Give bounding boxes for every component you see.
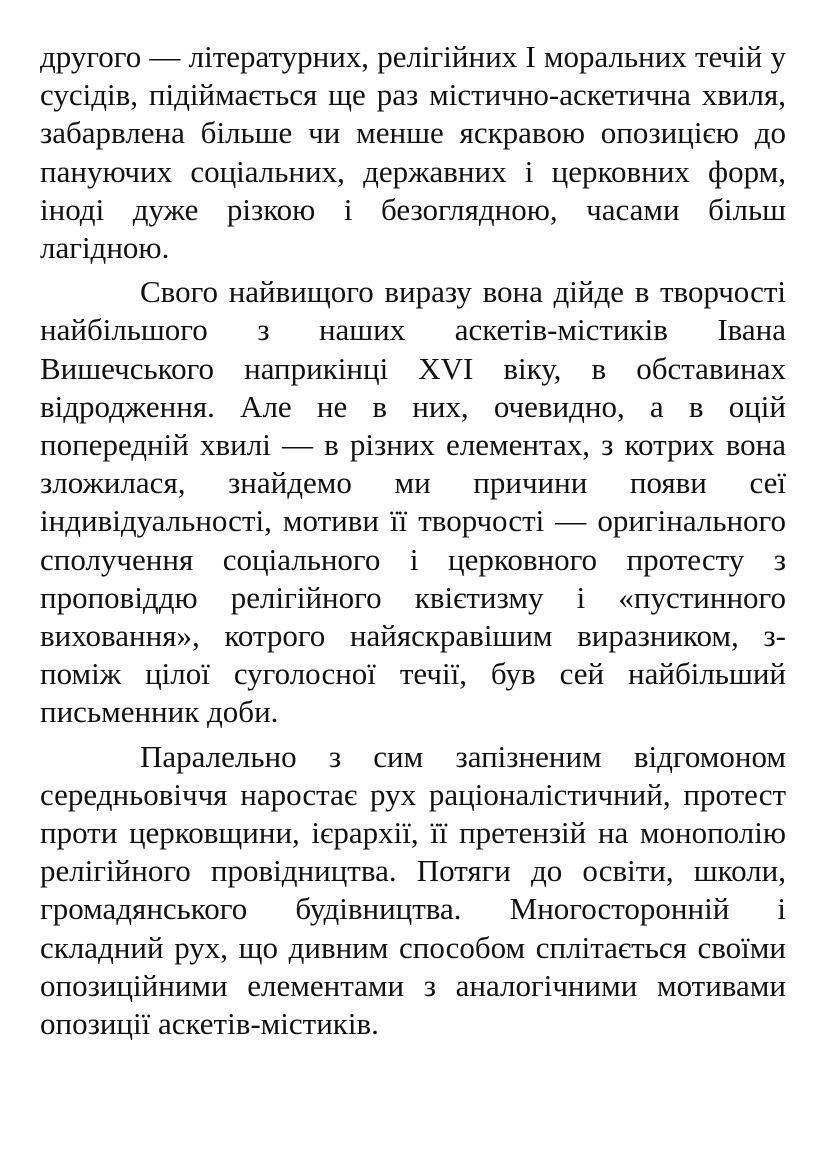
paragraph-continuation: другого — літературних, релігійних І моральних течій у сусідів, підіймається ще раз містично-аскетична хвиля, забарвлена більше чи менше яскравою опозицією до пануючих соціальних, державних і церковних форм, іноді дуже різкою і безоглядною, часами більш лагідною.: [40, 39, 786, 266]
paragraph-rationalism: Паралельно з сим запізненим відгомоном середньовіччя наростає рух раціоналістичний, протест проти церковщини, ієрархії, її претензій на монополію релігійного провідництва. Потяги до освіти, школи, громадянського будівництва. Многосторонній і складний рух, що дивним способом сплітається своїми опозиційними елементами з аналогічними мотивами опозиції аскетів-містиків.: [40, 738, 786, 1042]
paragraph-vyshensky: Свого найвищого виразу вона дійде в творчості найбільшого з наших аскетів-містиків Івана Вишечського наприкінці XVI віку, в обставинах відродження. Але не в них, очевидно, а в оцій попередній хвилі — в різних елементах, з котрих вона зложилася, знайдемо ми причини появи сеї індивідуальності, мотиви її творчості — оригінального сполучення соціального і церковного протесту з проповіддю релігійного квієтизму і «пустинного виховання», котрого найяскравішим виразником, з-поміж цілої суголосної течії, був сей найбільший письменник доби.: [40, 274, 786, 730]
document-page: [40, 38, 786, 1043]
